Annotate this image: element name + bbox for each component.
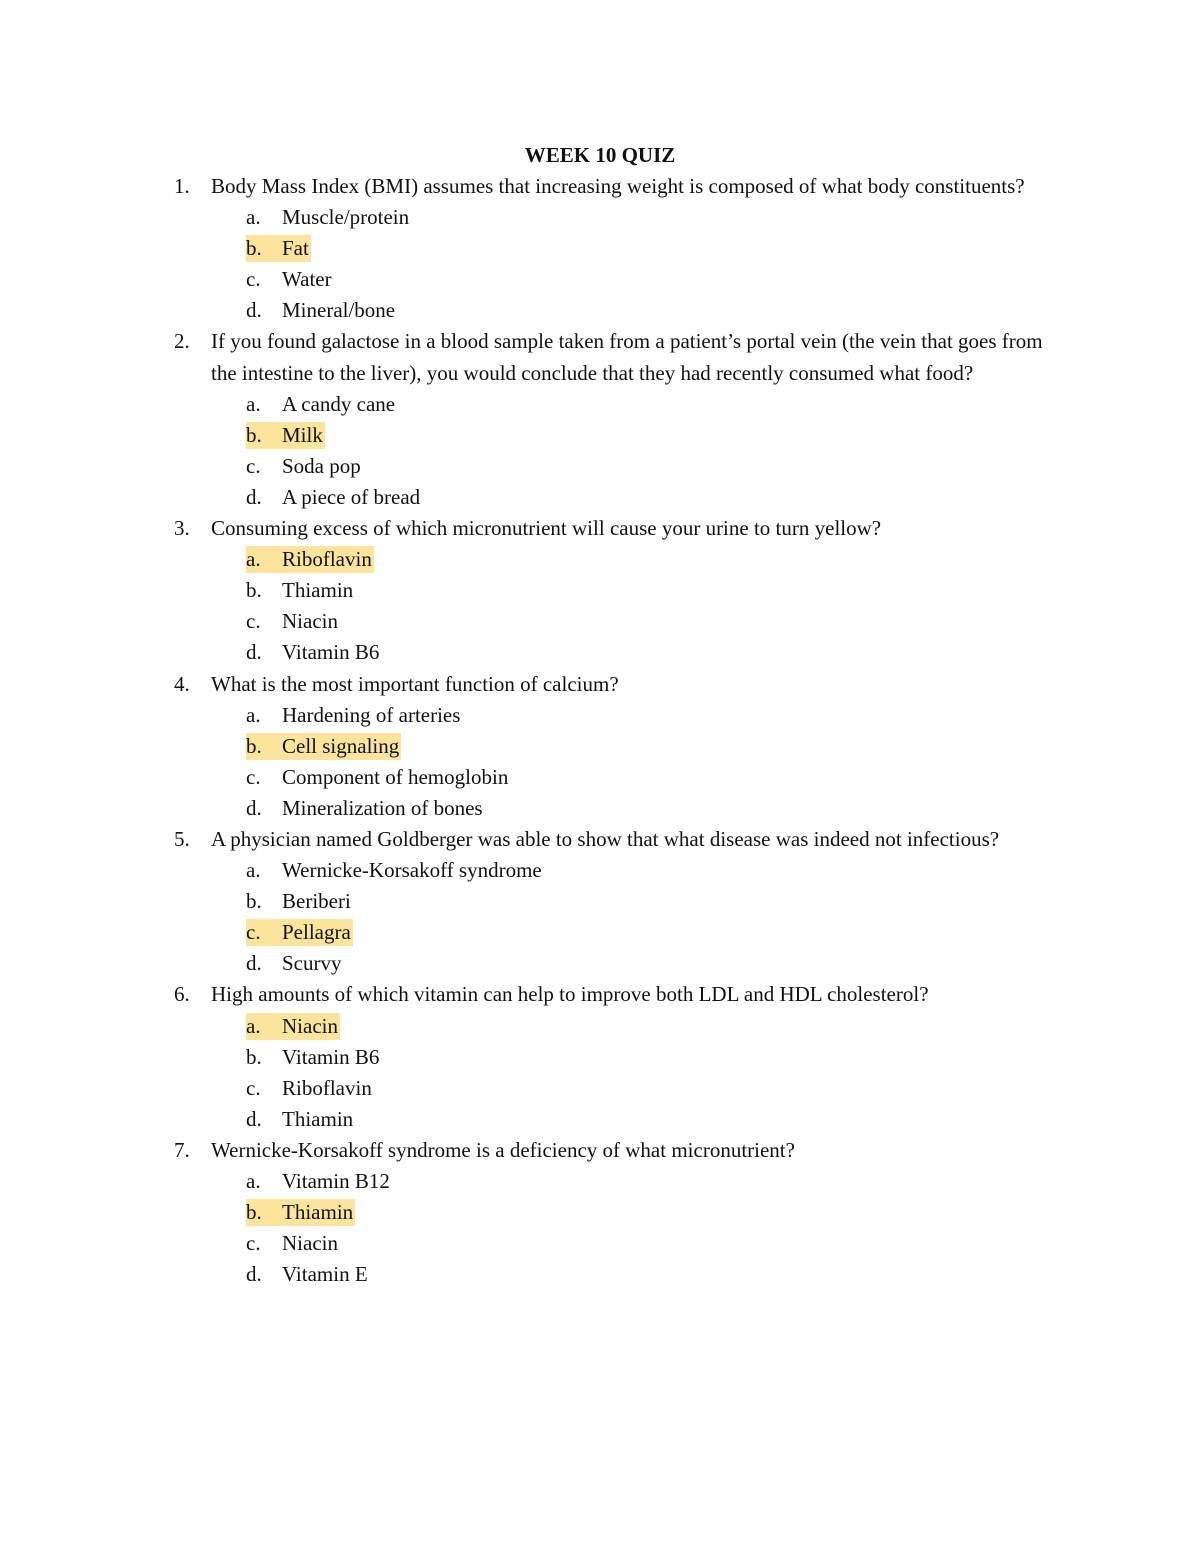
answer-choice-content [246,577,355,604]
question-2 [0,326,1200,513]
highlighted-answer [246,1013,340,1040]
answer-choice-content [246,297,397,324]
answer-choice-q6-a [0,1011,1200,1042]
choice-letter: b. [246,1044,262,1069]
choice-text: Thiamin [282,578,354,603]
answer-choice-q2-d [0,482,1200,513]
highlighted-answer [246,422,325,449]
choice-text: Beriberi [282,889,351,914]
answer-choice-content [246,1075,374,1102]
answer-choice-content [246,888,353,915]
choice-text: Soda pop [282,453,361,478]
choice-text: Niacin [282,1013,338,1038]
choice-letter: c. [246,267,261,292]
answer-choice-content [246,391,397,418]
choice-text: Milk [282,422,323,447]
choice-text: A candy cane [282,391,396,416]
choice-letter: c. [246,453,261,478]
choice-letter: c. [246,1075,261,1100]
choice-letter: a. [246,702,261,727]
answer-choice-q5-d [0,948,1200,979]
choice-letter: a. [246,205,261,230]
question-number: 4. [174,671,190,696]
highlighted-answer [246,546,374,573]
choice-letter: d. [246,1106,262,1131]
answer-choice-q2-c [0,451,1200,482]
choice-letter: a. [246,391,261,416]
answer-choice-content [246,484,422,511]
question-1 [0,171,1200,326]
question-number: 3. [174,516,190,541]
choice-text: Pellagra [282,920,351,945]
choice-letter: b. [246,889,262,914]
choice-letter: b. [246,1200,262,1225]
highlighted-answer [246,919,353,946]
choice-letter: d. [246,951,262,976]
answer-choice-q4-c [0,762,1200,793]
choice-letter: c. [246,609,261,634]
answer-choice-q4-a [0,700,1200,731]
choice-text: Scurvy [282,951,342,976]
highlighted-answer [246,733,401,760]
answer-choice-content [246,204,411,231]
answer-choices [0,700,1200,824]
question-6 [0,979,1200,1134]
answer-choice-q1-d [0,295,1200,326]
question-number: 5. [174,826,190,851]
answer-choices [0,1166,1200,1290]
question-number: 6. [174,982,190,1007]
answer-choice-q6-b [0,1042,1200,1073]
choice-letter: d. [246,795,262,820]
choice-text: Fat [282,236,309,261]
choice-letter: d. [246,484,262,509]
choice-text: Hardening of arteries [282,702,461,727]
answer-choice-q7-c [0,1228,1200,1259]
choice-text: Vitamin B6 [282,1044,380,1069]
choice-letter: d. [246,298,262,323]
choice-text: Component of hemoglobin [282,764,509,789]
answer-choice-content [246,1168,392,1195]
choice-text: Niacin [282,1231,338,1256]
choice-text: Riboflavin [282,547,372,572]
answer-choice-q6-d [0,1104,1200,1135]
answer-choices [0,389,1200,513]
choice-text: Thiamin [282,1200,354,1225]
question-text: Body Mass Index (BMI) assumes that increasing weight is composed of what body constituents? [211,174,1025,198]
choice-text: Cell signaling [282,733,400,758]
answer-choice-content [246,950,344,977]
answer-choice-content [246,639,381,666]
answer-choice-q3-b [0,575,1200,606]
question-text: Wernicke-Korsakoff syndrome is a deficiency of what micronutrient? [211,1137,795,1162]
choice-letter: a. [246,547,261,572]
answer-choice-q5-c [0,917,1200,948]
answer-choice-q5-a [0,855,1200,886]
choice-letter: d. [246,1262,262,1287]
choice-text: Mineralization of bones [282,795,483,820]
answer-choice-content [246,1261,370,1288]
choice-letter: c. [246,1231,261,1256]
choice-letter: b. [246,422,262,447]
answer-choice-content [246,795,485,822]
choice-letter: b. [246,578,262,603]
answer-choices [0,1011,1200,1135]
question-4 [0,669,1200,824]
question-text: Consuming excess of which micronutrient will cause your urine to turn yellow? [211,516,882,541]
answer-choice-q5-b [0,886,1200,917]
choice-text: Thiamin [282,1106,354,1131]
answer-choice-content [246,453,363,480]
answer-choice-q6-c [0,1073,1200,1104]
question-number: 7. [174,1137,190,1162]
answer-choice-content [246,266,334,293]
choice-letter: b. [246,236,262,261]
answer-choice-q2-b [0,420,1200,451]
answer-choice-content [246,702,462,729]
choice-letter: b. [246,733,262,758]
answer-choices [0,855,1200,979]
question-text: If you found galactose in a blood sample taken from a patient’s portal vein (the vein that goes from the intestine to the liver), you would conclude that they had recently consumed what food? [211,329,1043,385]
answer-choice-q1-a [0,202,1200,233]
answer-choices [0,202,1200,326]
question-3 [0,513,1200,668]
answer-choice-content [246,1106,355,1133]
choice-text: Riboflavin [282,1075,372,1100]
highlighted-answer [246,235,311,262]
answer-choice-q7-a [0,1166,1200,1197]
choice-text: Water [282,267,332,292]
answer-choice-content [246,1230,340,1257]
choice-letter: d. [246,640,262,665]
answer-choice-q3-c [0,606,1200,637]
answer-choice-q1-c [0,264,1200,295]
question-text: A physician named Goldberger was able to show that what disease was indeed not infectious? [211,826,1000,851]
choice-text: Muscle/protein [282,205,410,230]
question-number: 1. [174,174,190,198]
answer-choice-q7-b [0,1197,1200,1228]
choice-letter: a. [246,1013,261,1038]
highlighted-answer [246,1199,355,1226]
choice-text: Vitamin B6 [282,640,380,665]
choice-text: Vitamin E [282,1262,368,1287]
choice-letter: c. [246,920,261,945]
choice-text: Niacin [282,609,338,634]
page-title: WEEK 10 QUIZ [524,143,676,167]
answer-choice-content [246,764,510,791]
answer-choice-q4-d [0,793,1200,824]
choice-letter: a. [246,1169,261,1193]
question-list [0,171,1200,1290]
choice-letter: c. [246,764,261,789]
answer-choice-q1-b [0,233,1200,264]
question-number: 2. [174,329,190,354]
answer-choice-content [246,857,544,884]
choice-text: Vitamin B12 [282,1169,390,1193]
question-7 [0,1135,1200,1290]
choice-text: A piece of bread [282,484,421,509]
question-text: What is the most important function of calcium? [211,671,619,696]
choice-text: Wernicke-Korsakoff syndrome [282,858,542,883]
answer-choice-q3-d [0,637,1200,668]
choice-letter: a. [246,858,261,883]
answer-choice-content [246,608,340,635]
question-text: High amounts of which vitamin can help to improve both LDL and HDL cholesterol? [211,982,929,1007]
answer-choice-q7-d [0,1259,1200,1290]
answer-choice-content [246,1044,381,1071]
choice-text: Mineral/bone [282,298,396,323]
answer-choice-q3-a [0,544,1200,575]
question-5 [0,824,1200,979]
answer-choice-q2-a [0,389,1200,420]
answer-choices [0,544,1200,668]
answer-choice-q4-b [0,731,1200,762]
